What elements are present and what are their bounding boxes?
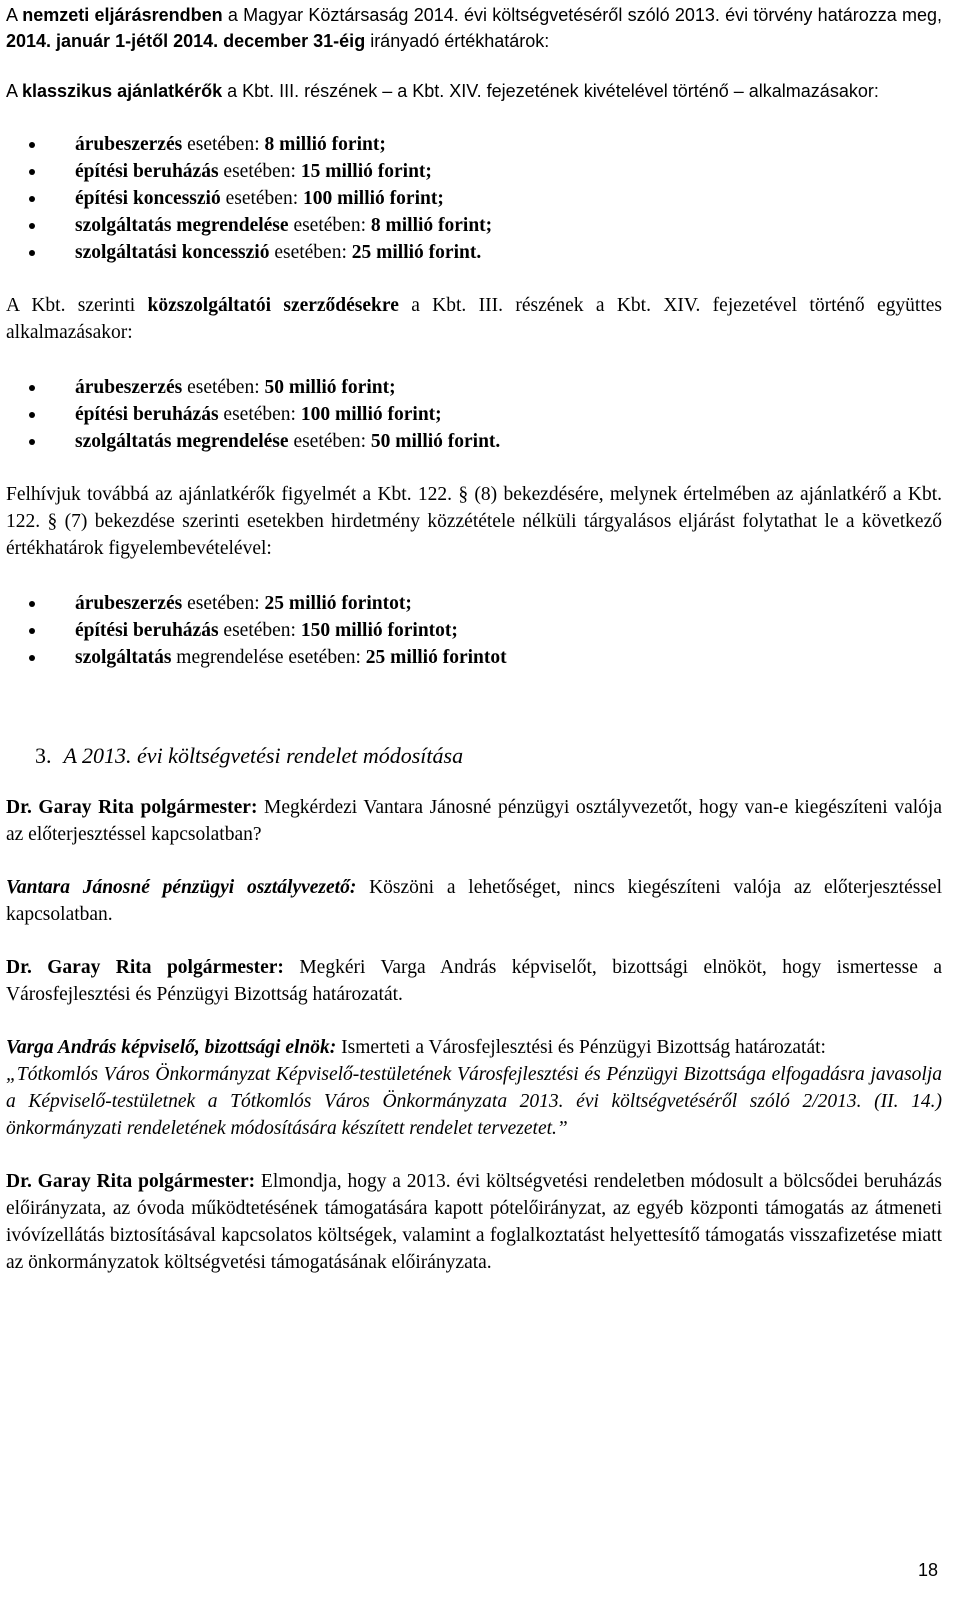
item-category: szolgáltatási koncesszió (75, 242, 270, 263)
bullet-icon (29, 223, 35, 229)
item-mid: esetében: (218, 404, 301, 425)
item-mid: esetében: (218, 161, 301, 182)
bullet-icon (29, 142, 35, 148)
item-value: 15 millió forint; (300, 161, 432, 182)
document-page (6, 2, 942, 1276)
speaker-name: Dr. Garay Rita polgármester: (6, 1171, 256, 1192)
negotiated-procedure-paragraph: Felhívjuk továbbá az ajánlatkérők figyelmét a Kbt. 122. § (8) bekezdésére, melynek értelmében az ajánlatkérő a Kbt. 122. § (7) bekezdése szerinti esetekben hirdetmény közzététele nélküli tárgyalásos eljárást folytathat le a következő értékhatárok figyelembevételével: (6, 484, 942, 559)
dialogue-text: Ismerteti a Városfejlesztési és Pénzügyi Bizottság határozatát: (336, 1037, 826, 1058)
item-category: építési beruházás (75, 404, 219, 425)
intro-bold-period: 2014. január 1-jétől 2014. december 31-éig (6, 31, 366, 51)
list-item (6, 212, 942, 239)
page-number: 18 (917, 1560, 938, 1580)
public-service-paragraph (6, 292, 942, 346)
intro-text: a Kbt. III. részének – a Kbt. XIV. fejezetének kivételével történő – alkalmazásakor: (222, 81, 879, 101)
para-text: a Kbt. III. részének a Kbt. XIV. fejezetével történő együttes alkalmazásakor: (6, 295, 942, 343)
intro-text: A (6, 81, 23, 101)
dialogue-entry (6, 1168, 942, 1276)
intro-paragraph-1 (6, 2, 942, 54)
dialogue-text: Köszöni a lehetőséget, nincs kiegészíteni valója az előterjesztéssel kapcsolatban. (6, 877, 942, 925)
para-text: A Kbt. szerinti (6, 295, 148, 316)
committee-resolution-quote: „Tótkomlós Város Önkormányzat Képviselő-testületének Városfejlesztési és Pénzügyi Bizottsága elfogadásra javasolja a Képviselő-testületnek a Tótkomlós Város Önkormányzata 2013. évi költségvetéséről szóló 2/2013. (II. 14.) önkormányzati rendeletének módosítására készített rendelet tervezetet.” (6, 1064, 942, 1139)
list-item (6, 590, 942, 617)
item-value: 50 millió forint. (370, 431, 501, 452)
dialogue-entry (6, 794, 942, 848)
dialogue-text: Elmondja, hogy a 2013. évi költségvetési rendeletben módosult a bölcsődei beruházás előirányzata, az óvoda működtetésének támogatására kapott pótelőirányzat, az egyéb központi támogatás az átmeneti ivóvízellátás biztosításával kapcsolatos költségek, valamint a foglalkoztatást helyettesítő támogatás visszafizetése miatt az önkormányzatok költségvetési támogatásának előirányzata. (6, 1171, 942, 1273)
dialogue-entry (6, 874, 942, 928)
item-category: építési beruházás (75, 161, 219, 182)
item-mid: esetében: (288, 431, 371, 452)
item-mid: esetében: (182, 134, 265, 155)
speaker-name: Dr. Garay Rita polgármester: (6, 797, 258, 818)
item-value: 8 millió forint; (370, 215, 493, 236)
list-item (6, 131, 942, 158)
item-value: 25 millió forintot; (264, 593, 412, 614)
bullet-icon (29, 628, 35, 634)
list-item (6, 617, 942, 644)
item-value: 50 millió forint; (264, 377, 396, 398)
list-item (6, 644, 942, 671)
dialogue-text: Megkérdezi Vantara Jánosné pénzügyi osztályvezetőt, hogy van-e kiegészíteni valója az előterjesztéssel kapcsolatban? (6, 797, 942, 845)
bullet-icon (29, 196, 35, 202)
item-value: 25 millió forint. (351, 242, 482, 263)
item-category: árubeszerzés (75, 377, 183, 398)
item-mid: esetében: (269, 242, 352, 263)
item-mid: esetében: (218, 620, 301, 641)
bullet-icon (29, 385, 35, 391)
threshold-list-public-service (6, 374, 942, 455)
section-number: 3. (35, 743, 52, 768)
section-heading (6, 741, 942, 771)
bullet-icon (29, 655, 35, 661)
threshold-list-classic (6, 131, 942, 266)
intro-text: irányadó értékhatárok: (365, 31, 550, 51)
item-category: építési beruházás (75, 620, 219, 641)
item-value: 100 millió forint; (303, 188, 444, 209)
item-mid: esetében: (220, 188, 303, 209)
item-value: 150 millió forintot; (300, 620, 458, 641)
item-category: szolgáltatás (75, 647, 172, 668)
item-category: szolgáltatás megrendelése (75, 215, 289, 236)
dialogue-entry (6, 1034, 942, 1061)
speaker-name: Dr. Garay Rita polgármester: (6, 957, 284, 978)
intro-text: a Magyar Köztársaság 2014. évi költségvetéséről szóló 2013. évi törvény határozza meg, (222, 5, 942, 25)
list-item (6, 401, 942, 428)
item-value: 100 millió forint; (300, 404, 442, 425)
list-item (6, 428, 942, 455)
intro-paragraph-2 (6, 78, 942, 104)
list-item (6, 374, 942, 401)
bullet-icon (29, 412, 35, 418)
item-category: építési koncesszió (75, 188, 221, 209)
item-mid: esetében: (182, 593, 265, 614)
dialogue-entry (6, 954, 942, 1008)
bullet-icon (29, 601, 35, 607)
item-mid: esetében: (288, 215, 371, 236)
dialogue-text: Megkéri Varga András képviselőt, bizottsági elnököt, hogy ismertesse a Városfejlesztési és Pénzügyi Bizottság határozatát. (6, 957, 943, 1005)
speaker-name: Vantara Jánosné pénzügyi osztályvezető: (6, 877, 357, 898)
list-item (6, 158, 942, 185)
item-mid: megrendelése esetében: (171, 647, 366, 668)
list-item (6, 185, 942, 212)
section-title: A 2013. évi költségvetési rendelet módosítása (63, 743, 464, 768)
intro-text: A (6, 5, 23, 25)
item-mid: esetében: (182, 377, 265, 398)
item-category: árubeszerzés (75, 593, 183, 614)
item-value: 8 millió forint; (264, 134, 386, 155)
threshold-list-negotiated (6, 590, 942, 671)
item-category: szolgáltatás megrendelése (75, 431, 289, 452)
intro-bold-term: klasszikus ajánlatkérők (22, 81, 223, 101)
bullet-icon (29, 250, 35, 256)
intro-bold-term: nemzeti eljárásrendben (22, 5, 223, 25)
para-bold-term: közszolgáltatói szerződésekre (147, 295, 399, 316)
item-value: 25 millió forintot (365, 647, 507, 668)
bullet-icon (29, 439, 35, 445)
item-category: árubeszerzés (75, 134, 183, 155)
list-item (6, 239, 942, 266)
bullet-icon (29, 169, 35, 175)
speaker-name: Varga András képviselő, bizottsági elnök: (6, 1037, 337, 1058)
